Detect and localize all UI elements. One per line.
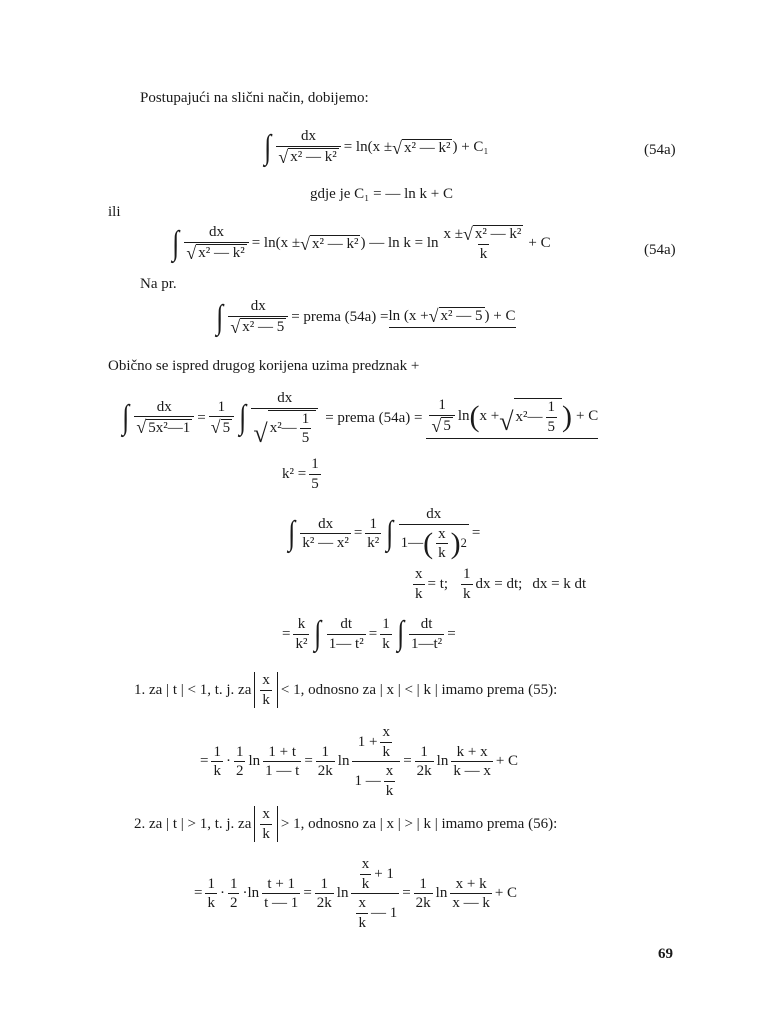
- numerator: x ±: [443, 225, 463, 242]
- equation-6: [282, 616, 456, 652]
- denominator: k: [479, 245, 488, 262]
- denominator: 5: [301, 430, 310, 446]
- equation-8: [194, 856, 517, 931]
- denominator: 1—t²: [411, 635, 443, 652]
- denominator: 5: [547, 418, 556, 435]
- denominator: 1— t²: [328, 635, 364, 652]
- equation-5: ∫ $\frac{dx}{\text{k² — x²}}$ = $\frac{1}{\text{k²}}$ ∫ dx 1— ( $\frac{x}{k}$ ) 2 =: [288, 506, 481, 561]
- denominator: k: [361, 875, 370, 892]
- numerator: 1: [321, 743, 330, 760]
- numerator: x: [262, 806, 270, 822]
- denominator: k²: [295, 635, 308, 652]
- integral-sign: ∫: [122, 399, 130, 437]
- numerator: dx: [209, 224, 225, 240]
- numerator: 1: [217, 398, 226, 415]
- case-text: > 1, odnosno za | x | > | k | imamo prema (56):: [280, 815, 558, 832]
- fraction: dx √ x² — 5: [228, 298, 288, 337]
- substitution-part: dx = dt;: [475, 575, 523, 592]
- numerator: 1: [438, 397, 446, 414]
- denominator: — 1: [370, 904, 398, 921]
- denominator: 2: [235, 763, 244, 779]
- case-2-text: [134, 806, 557, 842]
- numerator: x: [438, 525, 446, 542]
- result-part: x +: [479, 408, 500, 425]
- gdje-text: gdje je C₁ = — ln k + C: [310, 186, 453, 202]
- numerator: 1 +: [357, 733, 378, 750]
- numerator: 1: [320, 875, 329, 892]
- paren: (: [469, 399, 480, 433]
- ln: ln: [457, 408, 470, 425]
- rhs-end: + C: [494, 885, 518, 901]
- numerator: 1 + t: [268, 743, 297, 760]
- result-part: ln (x +: [388, 307, 429, 324]
- napr-text: Na pr.: [140, 276, 177, 292]
- fraction: dx √ x²— $\frac{1}{5}$: [251, 390, 318, 447]
- numerator: 1: [213, 743, 221, 760]
- rhs-mid: ) — ln k = ln: [360, 235, 439, 251]
- result-end: ) + C: [484, 307, 516, 324]
- denominator: x — k: [452, 895, 490, 911]
- sqrt: √ x² — k²: [278, 146, 337, 167]
- denominator: 1 —: [354, 772, 381, 789]
- denominator: k²: [367, 535, 380, 552]
- denominator: 2: [229, 895, 238, 911]
- equation-4: [120, 390, 598, 447]
- numerator: 1: [420, 743, 428, 760]
- numerator: x: [382, 724, 390, 740]
- ln: ln: [337, 753, 350, 769]
- numerator: 1: [382, 616, 390, 632]
- ln: ln: [436, 753, 449, 769]
- sqrt-arg: 5: [443, 418, 451, 435]
- numerator: x: [358, 895, 366, 911]
- case-text: 2. za | t | > 1, t. j. za: [134, 815, 252, 832]
- equals: =: [194, 885, 203, 901]
- sqrt-arg: x²—: [515, 408, 543, 425]
- numerator: dx: [318, 515, 334, 532]
- denominator: k: [463, 585, 471, 602]
- numerator: dx: [301, 128, 317, 144]
- integral-sign: ∫: [314, 615, 322, 652]
- underlined-result: ln (x + √ x² — 5 ) + C: [388, 306, 516, 326]
- equals: =: [200, 753, 209, 769]
- substitution-part: = t;: [427, 575, 449, 592]
- sqrt-arg: x² — k²: [198, 245, 245, 261]
- numerator: dx: [156, 398, 172, 415]
- sqrt-arg: x² — k²: [403, 139, 451, 156]
- rhs-end: ) + C₁: [452, 139, 489, 155]
- denominator: k: [385, 782, 394, 799]
- integral-sign: ∫: [216, 298, 224, 336]
- denominator: 2k: [316, 895, 332, 911]
- fraction: dx √ x² — k²: [184, 224, 248, 263]
- denominator: k: [207, 895, 215, 911]
- integral-sign: ∫: [396, 615, 404, 652]
- numerator: 1: [235, 743, 244, 760]
- equals: =: [403, 753, 412, 769]
- sqrt-arg: x²—: [269, 420, 297, 437]
- denominator: k — x: [453, 763, 491, 779]
- equation-3: [214, 298, 516, 337]
- denominator: 2k: [415, 895, 431, 911]
- underlined-result: 1 √ 5 ln ( x + √ x²— $\frac{1}{5}$ ) + C: [426, 397, 598, 439]
- denominator: k: [415, 585, 423, 602]
- numerator: t + 1: [267, 875, 296, 892]
- numerator: dx: [426, 506, 442, 522]
- equals: =: [303, 885, 312, 901]
- numerator: x: [385, 763, 394, 779]
- ln: ln: [248, 753, 261, 769]
- denominator: k: [213, 763, 221, 779]
- sqrt-arg: 5x²—1: [148, 419, 191, 436]
- numerator: 1: [229, 875, 238, 892]
- paren: ): [562, 399, 573, 433]
- numerator: dt: [340, 616, 353, 632]
- numerator: k + x: [456, 743, 488, 760]
- numerator: 1: [207, 875, 215, 892]
- ili-text: ili: [108, 204, 121, 220]
- ln: ln: [435, 885, 448, 901]
- equals: =: [282, 625, 291, 642]
- numerator: 1: [463, 566, 471, 582]
- integral-sign: ∫: [172, 224, 180, 262]
- integral-sign: ∫: [264, 128, 272, 166]
- rhs: = ln(x ±: [251, 235, 301, 251]
- case-text: 1. za | t | < 1, t. j. za: [134, 681, 252, 698]
- numerator: + 1: [374, 865, 394, 882]
- sqrt-arg: x² — 5: [242, 319, 285, 335]
- denominator: 1—: [400, 535, 424, 552]
- numerator: x: [415, 566, 423, 582]
- numerator: dx: [277, 390, 293, 406]
- lhs: k² =: [282, 465, 307, 482]
- denominator: k: [358, 914, 366, 931]
- equals: =: [197, 409, 206, 426]
- numerator: x + k: [455, 875, 487, 892]
- numerator: 1: [369, 515, 378, 532]
- dot: ·: [219, 885, 225, 901]
- integral-sign: ∫: [239, 399, 247, 437]
- integral-sign: ∫: [386, 514, 394, 552]
- rhs-end: + C: [495, 753, 519, 769]
- denominator: k: [262, 691, 270, 708]
- fraction: [276, 128, 340, 167]
- sqrt-arg: 5: [222, 419, 231, 436]
- case-text: < 1, odnosno za | x | < | k | imamo prema (55):: [280, 681, 558, 698]
- denominator: k: [382, 635, 390, 652]
- result-end: + C: [576, 408, 599, 425]
- page-number: 69: [658, 946, 673, 962]
- numerator: dx: [250, 298, 266, 314]
- numerator: 1: [301, 410, 310, 427]
- denominator: 2k: [416, 763, 432, 779]
- intro-text: Postupajući na slični način, dobijemo:: [140, 90, 369, 106]
- sqrt-arg: x² — k²: [474, 226, 522, 243]
- equals: =: [304, 753, 313, 769]
- numerator: 1: [547, 399, 556, 416]
- ln: ln: [247, 885, 260, 901]
- numerator: x: [262, 672, 270, 688]
- rhs: = prema (54a) =: [291, 309, 389, 325]
- ln: ln: [336, 885, 349, 901]
- sqrt-arg: x² — 5: [440, 308, 483, 324]
- fraction: dx √ 5x²—1: [134, 399, 194, 438]
- fraction: x ± √ x² — k² k: [443, 223, 522, 262]
- k2-definition: [282, 456, 324, 492]
- denominator: k: [382, 743, 390, 760]
- numerator: dt: [420, 616, 433, 632]
- equation-1: [262, 128, 489, 167]
- denominator: 2k: [317, 763, 333, 779]
- denominator: k: [438, 545, 446, 561]
- exponent: 2: [460, 535, 467, 550]
- denominator: k: [262, 825, 270, 842]
- denominator: k² — x²: [302, 535, 349, 552]
- fraction: 1 √ 5: [209, 399, 234, 438]
- numerator: x: [361, 856, 370, 872]
- dot: ·: [225, 753, 231, 769]
- equals: =: [353, 525, 363, 542]
- integral-sign: ∫: [288, 514, 296, 552]
- rhs: = ln(x ±: [343, 139, 393, 155]
- sqrt-arg: x² — k²: [290, 149, 337, 165]
- obicno-text: Obično se ispred drugog korijena uzima predznak +: [108, 358, 420, 374]
- denominator: 1 — t: [265, 763, 300, 779]
- denominator: t — 1: [264, 895, 299, 911]
- equation-number: (54a): [644, 242, 676, 258]
- case-1-text: [134, 672, 557, 708]
- rhs-end: + C: [528, 235, 551, 251]
- equals: =: [447, 625, 456, 642]
- numerator: 1: [419, 875, 427, 892]
- substitution-part: dx = k dt: [532, 575, 587, 592]
- equals: =: [402, 885, 411, 901]
- rhs: = prema (54a) =: [325, 409, 423, 426]
- sqrt-arg: x² — k²: [311, 235, 359, 252]
- equation-7: [200, 724, 518, 799]
- dot: ·: [242, 885, 248, 901]
- equals: =: [368, 625, 378, 642]
- numerator: 1: [311, 456, 319, 472]
- equation-2: ∫ dx √ x² — k² = ln(x ± √ x² — k² ) — ln k = ln x ± √ x² — k² k + C: [172, 223, 551, 263]
- numerator: k: [297, 616, 306, 632]
- denominator: 5: [311, 475, 319, 492]
- substitution: [410, 566, 586, 602]
- equals: =: [471, 525, 481, 542]
- sqrt: √ x² — k²: [392, 137, 451, 158]
- equation-number: (54a): [644, 142, 676, 158]
